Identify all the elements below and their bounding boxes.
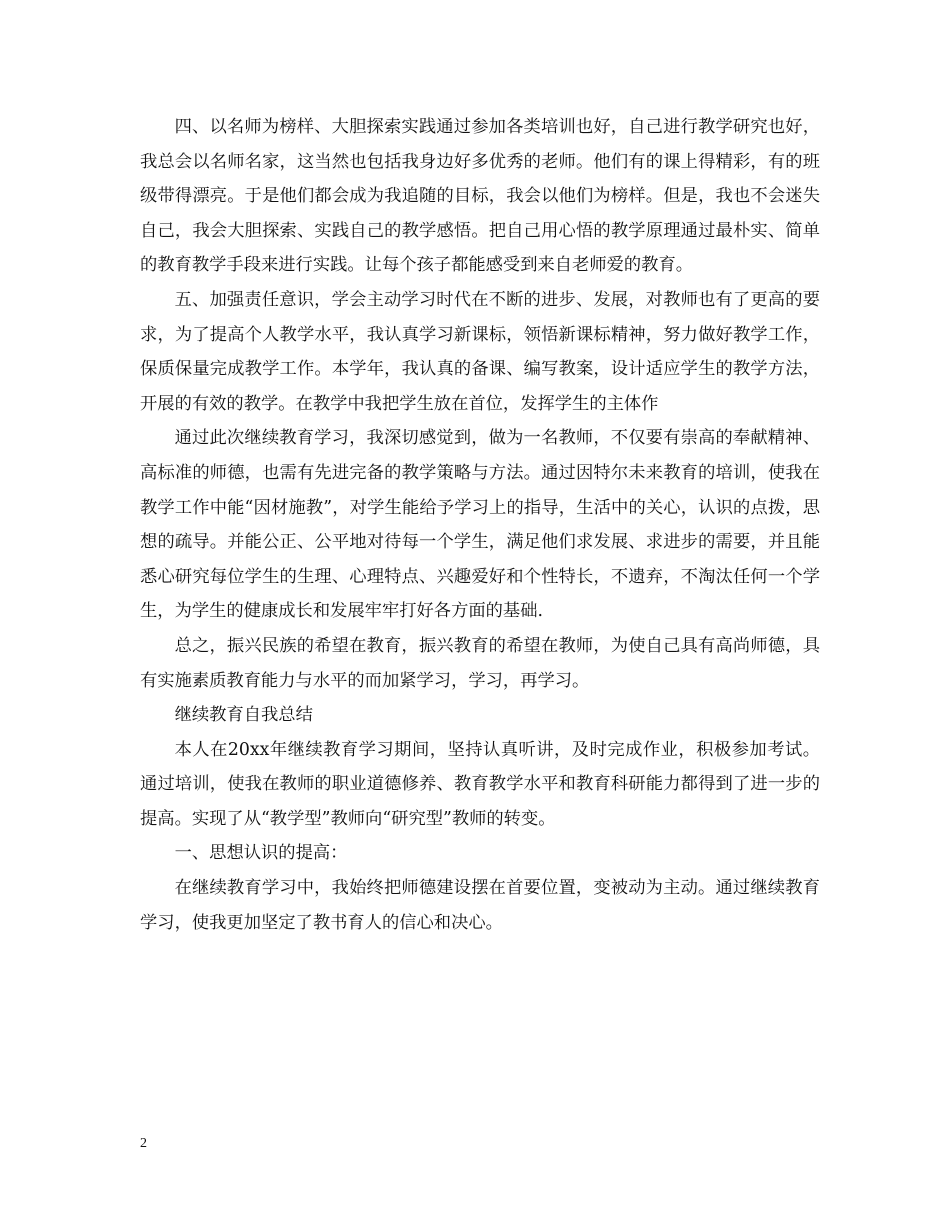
page-number: 2 <box>140 1136 147 1151</box>
paragraph-summary-intro: 本人在20xx年继续教育学习期间，坚持认真听讲，及时完成作业，积极参加考试。通过培训，使我在教师的职业道德修养、教育教学水平和教育科研能力都得到了进一步的提高。实现了从“教学型”教师向“研究型”教师的转变。 <box>140 739 820 829</box>
paragraph-ethics: 在继续教育学习中，我始终把师德建设摆在首要位置，变被动为主动。通过继续教育学习，使我更加坚定了教书育人的信心和决心。 <box>140 878 820 933</box>
paragraph-reflection: 通过此次继续教育学习，我深切感觉到，做为一名教师，不仅要有崇高的奉献精神、高标准的师德，也需有先进完备的教学策略与方法。通过因特尔未来教育的培训，使我在教学工作中能“因材施教”，对学生能给予学习上的指导，生活中的关心，认识的点拨，思想的疏导。并能公正、公平地对待每一个学生，满足他们求发展、求进步的需要，并且能悉心研究每位学生的生理、心理特点、兴趣爱好和个性特长，不遗弃，不淘汰任何一个学生，为学生的健康成长和发展牢牢打好各方面的基础. <box>140 428 820 622</box>
paragraph-role-models: 四、以名师为榜样、大胆探索实践通过参加各类培训也好，自己进行教学研究也好，我总会以名师名家，这当然也包括我身边好多优秀的老师。他们有的课上得精彩，有的班级带得漂亮。于是他们都会成为我追随的目标，我会以他们为榜样。但是，我也不会迷失自己，我会大胆探索、实践自己的教学感悟。把自己用心悟的教学原理通过最朴实、简单的教育教学手段来进行实践。让每个孩子都能感受到来自老师爱的教育。 <box>140 117 820 276</box>
paragraph-responsibility: 五、加强责任意识，学会主动学习时代在不断的进步、发展，对教师也有了更高的要求，为了提高个人教学水平，我认真学习新课标，领悟新课标精神，努力做好教学工作，保质保量完成教学工作。本学年，我认真的备课、编写教案，设计适应学生的教学方法，开展的有效的教学。在教学中我把学生放在首位，发挥学生的主体作 <box>140 289 820 414</box>
section-heading: 继续教育自我总结 <box>174 705 313 726</box>
paragraph-conclusion: 总之，振兴民族的希望在教育，振兴教育的希望在教师，为使自己具有高尚师德，具有实施素质教育能力与水平的而加紧学习，学习，再学习。 <box>140 635 820 691</box>
document-body <box>140 110 820 940</box>
subsection-heading: 一、思想认识的提高： <box>174 843 348 864</box>
